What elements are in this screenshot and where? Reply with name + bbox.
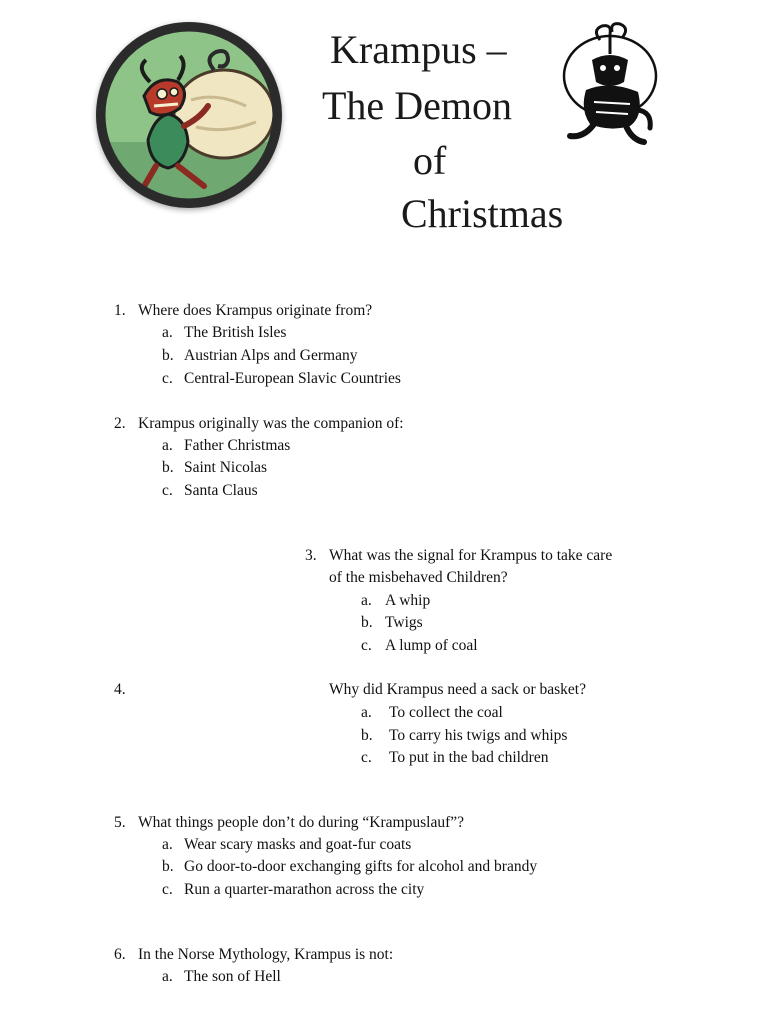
option-text: To collect the coal bbox=[389, 704, 503, 721]
option-text: Central-European Slavic Countries bbox=[184, 370, 401, 387]
question-number: 6. bbox=[114, 946, 126, 963]
option-letter: b. bbox=[361, 727, 373, 744]
option-text: Twigs bbox=[385, 614, 423, 631]
option-text: Father Christmas bbox=[184, 437, 291, 454]
question-number: 5. bbox=[114, 814, 126, 831]
option-letter: c. bbox=[361, 637, 372, 654]
option-letter: c. bbox=[162, 482, 173, 499]
title-line-2: The Demon bbox=[322, 83, 512, 128]
option-letter: b. bbox=[162, 459, 174, 476]
question-number: 2. bbox=[114, 415, 126, 432]
title-line-1: Krampus – bbox=[330, 27, 507, 72]
option-text: Go door-to-door exchanging gifts for alcohol and brandy bbox=[184, 858, 538, 875]
question-number: 4. bbox=[114, 681, 126, 698]
option-text: Wear scary masks and goat-fur coats bbox=[184, 836, 412, 853]
option-text: A lump of coal bbox=[385, 637, 478, 654]
option-text: To carry his twigs and whips bbox=[389, 727, 568, 744]
option-letter: c. bbox=[162, 370, 173, 387]
option-letter: a. bbox=[162, 324, 173, 341]
question-text: What things people don’t do during “Krampuslauf”? bbox=[138, 814, 464, 831]
option-letter: b. bbox=[162, 858, 174, 875]
question-text: Krampus originally was the companion of: bbox=[138, 415, 404, 432]
option-letter: c. bbox=[361, 749, 372, 766]
option-letter: a. bbox=[361, 592, 372, 609]
option-text: Run a quarter-marathon across the city bbox=[184, 881, 425, 898]
option-text: Austrian Alps and Germany bbox=[184, 347, 358, 364]
option-letter: b. bbox=[361, 614, 373, 631]
option-text: Santa Claus bbox=[184, 482, 258, 499]
krampus-cartoon-circle-icon bbox=[96, 22, 282, 208]
option-text: To put in the bad children bbox=[389, 749, 549, 766]
option-letter: a. bbox=[162, 437, 173, 454]
question-number: 1. bbox=[114, 302, 126, 319]
option-letter: a. bbox=[361, 704, 372, 721]
option-text: A whip bbox=[385, 592, 431, 609]
option-letter: a. bbox=[162, 968, 173, 985]
question-text-line-2: of the misbehaved Children? bbox=[329, 569, 508, 586]
question-text: In the Norse Mythology, Krampus is not: bbox=[138, 946, 394, 963]
question-text: Where does Krampus originate from? bbox=[138, 302, 373, 319]
question-number: 3. bbox=[305, 547, 317, 564]
title-line-4: Christmas bbox=[401, 191, 564, 236]
option-text: The British Isles bbox=[184, 324, 287, 341]
option-letter: a. bbox=[162, 836, 173, 853]
option-text: The son of Hell bbox=[184, 968, 281, 985]
krampus-ink-sketch-icon bbox=[558, 20, 668, 150]
option-text: Saint Nicolas bbox=[184, 459, 268, 476]
question-text: Why did Krampus need a sack or basket? bbox=[329, 681, 586, 698]
option-letter: b. bbox=[162, 347, 174, 364]
title-line-3: of bbox=[413, 138, 447, 183]
option-letter: c. bbox=[162, 881, 173, 898]
question-text-line-1: What was the signal for Krampus to take care bbox=[329, 547, 613, 564]
